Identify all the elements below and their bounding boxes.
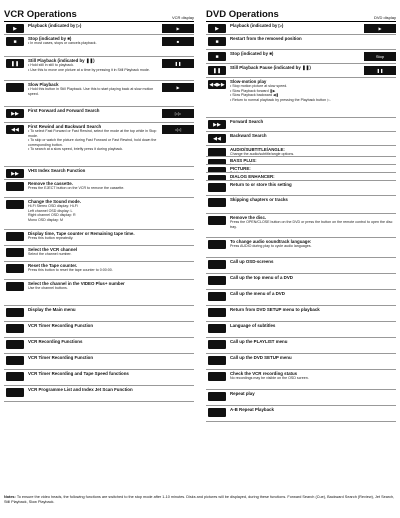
vcr-row — [4, 81, 194, 107]
vcr-row-label: VCR Programme List and Index Jet Scan Function — [28, 387, 133, 392]
dvd-row-description: Press the OPEN/CLOSE button on the DVD or press the button on the remote control to open the disc tray. — [230, 220, 393, 229]
vcr-row — [4, 338, 194, 354]
vcr-row-label: Select the VCR channel — [28, 247, 78, 252]
display-indicator: ▶ — [162, 24, 194, 33]
dvd-key-cell — [206, 158, 228, 165]
vcr-row-body — [26, 387, 194, 392]
display-indicator: ■ — [162, 37, 194, 46]
dvd-key-cell — [206, 407, 228, 417]
vcr-key-cell — [4, 36, 26, 46]
dvd-row-label: Slow-motion play — [230, 79, 267, 84]
dvd-row-body — [228, 339, 396, 344]
vcr-row-body — [26, 181, 194, 191]
vcr-row-description: • To select Fast Forward or Fast Rewind, select the mode at the top while in Stop mode. • To skip or watch the picture during Fast Forward or Fast Rewind, hold down the corresponding button. • To search at a slow speed, briefly press it during playback. — [28, 129, 157, 152]
vcr-row-body — [26, 108, 160, 113]
dvd-row-body — [228, 291, 396, 296]
dvd-row — [206, 390, 396, 406]
dvd-row — [206, 132, 396, 146]
display-indicator: ❚❚ — [364, 66, 396, 75]
vcr-row-label: Remove the cassette. — [28, 181, 73, 186]
vcr-key-cell — [4, 124, 26, 134]
dvd-row — [206, 173, 396, 181]
vcr-key-cell — [4, 23, 26, 33]
vcr-key-cell — [4, 355, 26, 365]
dvd-key-cell — [206, 119, 228, 129]
vcr-row — [4, 230, 194, 246]
remote-key-icon[interactable] — [208, 148, 226, 157]
vcr-row-label: First Forward and Forward Search — [28, 108, 100, 113]
dvd-row-body — [228, 215, 396, 229]
dvd-key-cell — [206, 51, 228, 61]
remote-key-icon[interactable] — [6, 372, 24, 381]
dvd-row-label: Skipping chapters or tracks — [230, 197, 288, 202]
dvd-row-description: Press AUDIO during play to cycle audio languages. — [230, 244, 312, 249]
vcr-row-body — [26, 58, 160, 72]
dvd-row-body — [228, 79, 396, 102]
dvd-row — [206, 22, 396, 35]
vcr-display-cell — [160, 82, 194, 92]
remote-key-icon[interactable]: ▶ — [6, 24, 24, 33]
vcr-row-body — [26, 263, 194, 273]
remote-key-icon[interactable]: ▶▶ — [6, 169, 24, 178]
dvd-row-label: PICTURE: — [230, 166, 251, 171]
dvd-row-body — [228, 147, 396, 157]
vcr-row-description: Use the channel buttons. — [28, 286, 68, 291]
dvd-row — [206, 306, 396, 322]
dvd-key-cell — [206, 391, 228, 401]
vcr-row-label: Select the channel in the VIDEO Plus+ number — [28, 281, 125, 286]
vcr-display-cell — [160, 124, 194, 134]
dvd-row-body — [228, 51, 362, 56]
dvd-column — [206, 6, 396, 422]
dvd-key-cell — [206, 371, 228, 381]
vcr-key-cell — [4, 281, 26, 291]
vcr-row-label: Playback (indicated by ▷) — [28, 23, 82, 28]
remote-key-icon[interactable]: ◀◀ — [6, 125, 24, 134]
dvd-key-cell — [206, 275, 228, 285]
vcr-display-cell — [160, 108, 194, 118]
dvd-row-body — [228, 307, 396, 312]
dvd-row — [206, 406, 396, 422]
dvd-row-label: Still Playback Pause (indicated by ❚❚) — [230, 65, 311, 70]
vcr-row — [4, 262, 194, 280]
remote-key-icon[interactable] — [208, 392, 226, 401]
dvd-row — [206, 274, 396, 290]
vcr-row — [4, 35, 194, 57]
dvd-row-label: Backward Search — [230, 133, 267, 138]
dvd-key-cell — [206, 197, 228, 207]
vcr-row-body — [26, 168, 194, 173]
vcr-row — [4, 280, 194, 306]
dvd-row — [206, 146, 396, 157]
dvd-key-cell — [206, 291, 228, 301]
remote-key-icon[interactable] — [208, 198, 226, 207]
vcr-row-label: VCR Recording Functions — [28, 339, 83, 344]
dvd-row-label: Check the VCR recording status — [230, 371, 298, 376]
dvd-key-cell — [206, 182, 228, 192]
vcr-row — [4, 386, 194, 402]
dvd-row-description: • Stop motion picture at slow speed. • Slow Playback forward ❚▶ • Slow Playback backward ◀❚ • Return to normal playback by pressing the Playback button ▷. — [230, 84, 331, 102]
dvd-key-cell — [206, 36, 228, 46]
dvd-row-body — [228, 23, 362, 28]
dvd-row-body — [228, 65, 362, 70]
remote-key-icon[interactable] — [208, 216, 226, 225]
dvd-display-label: DVD display — [373, 15, 396, 20]
vcr-row-body — [26, 247, 194, 257]
notes-text: To ensure the video heads, the following functions are switched to the stop mode after 1-10 minutes. Disks and pictures will be displayed, during these functions. Forward Search (Cue), Backward Search (Review), Jet Search, Still Playback, Slow Playback. — [4, 495, 395, 504]
display-indicator: ◁◁ — [162, 125, 194, 134]
vcr-display-cell — [160, 36, 194, 46]
dvd-row-label: Stop (indicated by ■) — [230, 51, 274, 56]
remote-key-icon[interactable]: ◀◀▶▶ — [209, 81, 225, 88]
dvd-row-label: Remove the disc. — [230, 215, 267, 220]
vcr-row — [4, 57, 194, 81]
vcr-key-cell — [4, 247, 26, 257]
display-indicator: ❚❚ — [162, 59, 194, 68]
vcr-row-label: Stop (indicated by ■) — [28, 36, 72, 41]
vcr-row-body — [26, 199, 194, 222]
dvd-row — [206, 354, 396, 370]
vcr-display-cell — [160, 58, 194, 68]
dvd-row — [206, 181, 396, 196]
remote-key-icon[interactable] — [208, 292, 226, 301]
vcr-rows — [4, 22, 194, 402]
remote-key-icon[interactable] — [6, 340, 24, 349]
vcr-row-body — [26, 355, 194, 360]
vcr-row — [4, 123, 194, 167]
vcr-key-cell — [4, 307, 26, 317]
dvd-row-body — [228, 371, 396, 381]
dvd-row-label: BASS PLUS: — [230, 158, 257, 163]
remote-key-icon[interactable] — [208, 408, 226, 417]
remote-key-icon[interactable]: ▶▶ — [6, 109, 24, 118]
vcr-row-label: Reset the Tape counter. — [28, 263, 78, 268]
vcr-key-cell — [4, 387, 26, 397]
dvd-header — [206, 6, 396, 22]
dvd-row-body — [228, 174, 396, 181]
vcr-header — [4, 6, 194, 22]
dvd-row-label: Language of subtitles — [230, 323, 276, 328]
dvd-row-label: Repeat play — [230, 391, 255, 396]
remote-key-icon[interactable] — [208, 340, 226, 349]
vcr-key-cell — [4, 82, 26, 92]
dvd-row-description: No recordings may be visible on the OSD screen. — [230, 376, 309, 381]
dvd-key-cell — [206, 307, 228, 317]
dvd-key-cell — [206, 65, 228, 75]
dvd-row — [206, 338, 396, 354]
dvd-row-body — [228, 36, 396, 41]
remote-key-icon[interactable] — [6, 356, 24, 365]
remote-key-icon[interactable]: ❚❚ — [6, 59, 24, 68]
dvd-row-body — [228, 166, 396, 173]
vcr-key-cell — [4, 263, 26, 273]
dvd-key-cell — [206, 259, 228, 269]
remote-key-icon[interactable] — [6, 200, 24, 209]
dvd-row-label: Call up the DVD SETUP menu — [230, 355, 292, 360]
remote-key-icon[interactable]: ❚❚ — [208, 66, 226, 75]
remote-key-icon[interactable] — [6, 388, 24, 397]
vcr-key-cell — [4, 339, 26, 349]
vcr-row-label: Slow Playback — [28, 82, 59, 87]
vcr-row-body — [26, 231, 194, 241]
dvd-row — [206, 322, 396, 338]
vcr-row — [4, 306, 194, 322]
dvd-row — [206, 165, 396, 173]
vcr-key-cell — [4, 231, 26, 241]
vcr-row-body — [26, 82, 160, 96]
vcr-row — [4, 370, 194, 386]
vcr-key-cell — [4, 199, 26, 209]
dvd-row — [206, 258, 396, 274]
remote-key-icon[interactable] — [208, 240, 226, 249]
dvd-row — [206, 238, 396, 258]
vcr-row-body — [26, 307, 194, 312]
dvd-rows — [206, 22, 396, 422]
vcr-key-cell — [4, 371, 26, 381]
dvd-key-cell — [206, 166, 228, 173]
dvd-row-label: AUDIO/SUBTITLE/ANGLE: — [230, 147, 285, 152]
dvd-row-body — [228, 407, 396, 412]
vcr-row — [4, 354, 194, 370]
dvd-row-body — [228, 239, 396, 249]
vcr-row-body — [26, 339, 194, 344]
vcr-key-cell — [4, 181, 26, 191]
vcr-row — [4, 107, 194, 123]
remote-key-icon[interactable] — [208, 324, 226, 333]
dvd-key-cell — [206, 23, 228, 33]
dvd-key-cell — [206, 174, 228, 181]
vcr-row — [4, 22, 194, 35]
remote-key-icon[interactable] — [208, 260, 226, 269]
vcr-row-body — [26, 36, 160, 46]
vcr-row-description: • Hold still in still to playback. • Use this to move one picture at a time by pressing it in Still Playback mode. — [28, 63, 150, 72]
remote-key-icon[interactable] — [6, 248, 24, 257]
remote-key-icon[interactable] — [6, 324, 24, 333]
vcr-row-description: Hi-Fi Stereo OSD display: Hi-Fi Left channel OSD display: L Right channel OSD display: R Mono OSD display: M — [28, 204, 78, 222]
remote-key-icon[interactable]: ■ — [6, 37, 24, 46]
dvd-row-label: To change audio soundtrack language: — [230, 239, 312, 244]
vcr-row — [4, 198, 194, 230]
remote-key-icon[interactable] — [208, 183, 226, 192]
dvd-key-cell — [206, 355, 228, 365]
dvd-row-label: Restart from the removed position — [230, 36, 302, 41]
vcr-row-label: Still Playback (indicated by ❚❚) — [28, 58, 95, 63]
vcr-row-description: Press this button to reset the tape counter to 0:00:00. — [28, 268, 113, 273]
dvd-row-label: Return to or store this setting — [230, 182, 292, 187]
dvd-key-cell — [206, 339, 228, 349]
dvd-row — [206, 157, 396, 165]
vcr-column — [4, 6, 194, 402]
notes-label: Notes: — [4, 495, 16, 499]
vcr-row-label: VCR Timer Recording and Tape Speed functions — [28, 371, 129, 376]
dvd-row-label: Call up the menu of a DVD — [230, 291, 285, 296]
remote-key-icon[interactable] — [208, 308, 226, 317]
dvd-title: DVD Operations — [206, 9, 279, 20]
dvd-row — [206, 78, 396, 118]
vcr-key-cell — [4, 168, 26, 178]
vcr-title: VCR Operations — [4, 9, 77, 20]
remote-key-icon[interactable] — [208, 372, 226, 381]
vcr-row-label: Change the Sound mode. — [28, 199, 81, 204]
display-indicator: ▶ — [162, 83, 194, 92]
vcr-row — [4, 322, 194, 338]
remote-key-icon[interactable] — [6, 308, 24, 317]
dvd-key-cell — [206, 239, 228, 249]
dvd-row — [206, 64, 396, 78]
dvd-row-body — [228, 355, 396, 360]
vcr-key-cell — [4, 58, 26, 68]
remote-key-icon[interactable]: ◀◀ — [208, 134, 226, 143]
notes — [4, 495, 396, 504]
dvd-row-body — [228, 275, 396, 280]
vcr-row-label: Display time, Tape counter or Remaining tape time. — [28, 231, 135, 236]
dvd-display-cell — [362, 51, 396, 61]
display-indicator: ▶ — [364, 24, 396, 33]
dvd-row-label: Call up the PLAYLIST menu — [230, 339, 288, 344]
dvd-row — [206, 290, 396, 306]
dvd-row-body — [228, 323, 396, 328]
dvd-row-body — [228, 197, 396, 202]
remote-key-icon[interactable]: ■ — [208, 52, 226, 61]
dvd-row — [206, 118, 396, 132]
dvd-row-description: Change the audio/subtitle/angle options. — [230, 152, 295, 157]
remote-key-icon[interactable]: ▶▶ — [208, 120, 226, 129]
vcr-row — [4, 180, 194, 198]
vcr-row-description: • Hold this button in Still Playback. Use this to start playing back at slow motion speed. — [28, 87, 154, 96]
vcr-row-label: Display the Main menu — [28, 307, 76, 312]
dvd-row-body — [228, 182, 396, 187]
vcr-row-body — [26, 323, 194, 328]
remote-key-icon[interactable] — [6, 182, 24, 191]
dvd-row-body — [228, 391, 396, 396]
remote-key-icon[interactable]: ▶ — [208, 24, 226, 33]
vcr-row-label: VCR Timer Recording Function — [28, 323, 94, 328]
dvd-display-cell — [362, 65, 396, 75]
dvd-row-label: Call up the top menu of a DVD — [230, 275, 293, 280]
remote-key-icon[interactable] — [6, 282, 24, 291]
dvd-row — [206, 196, 396, 214]
dvd-key-cell — [206, 215, 228, 225]
vcr-row-description: Press this button repeatedly. — [28, 236, 74, 241]
dvd-row-body — [228, 119, 396, 124]
dvd-row-label: Return from DVD SETUP menu to playback — [230, 307, 320, 312]
vcr-row-body — [26, 371, 194, 376]
vcr-display-cell — [160, 23, 194, 33]
dvd-key-cell — [206, 323, 228, 333]
dvd-row-body — [228, 133, 396, 138]
dvd-display-cell — [362, 23, 396, 33]
dvd-row-body — [228, 158, 396, 165]
vcr-key-cell — [4, 323, 26, 333]
remote-key-icon[interactable] — [6, 264, 24, 273]
dvd-row-label: Playback (indicated by ▷) — [230, 23, 284, 28]
dvd-row — [206, 370, 396, 390]
vcr-key-cell — [4, 108, 26, 118]
dvd-key-cell — [206, 147, 228, 157]
vcr-row — [4, 167, 194, 180]
vcr-row-label: First Rewind and Backward Search — [28, 124, 102, 129]
dvd-row-label: Call up OSD-screens — [230, 259, 274, 264]
vcr-row-description: Select the channel number. — [28, 252, 72, 257]
dvd-row-body — [228, 259, 396, 264]
vcr-row-label: VCR Timer Recording Function — [28, 355, 94, 360]
vcr-row — [4, 246, 194, 262]
vcr-row-body — [26, 281, 194, 291]
remote-key-icon[interactable] — [208, 356, 226, 365]
dvd-key-cell — [206, 133, 228, 143]
display-indicator: ▷▷ — [162, 109, 194, 118]
remote-key-icon[interactable]: ■ — [208, 37, 226, 46]
vcr-row-description: Press the EJECT button on the VCR to remove the cassette. — [28, 186, 125, 191]
dvd-row-label: Forward Search — [230, 119, 264, 124]
dvd-row-label: DIALOG ENHANCER: — [230, 174, 275, 179]
dvd-row-label: A-B Repeat Playback — [230, 407, 274, 412]
display-indicator: Stop — [364, 52, 396, 61]
vcr-row-body — [26, 124, 160, 151]
dvd-key-cell — [206, 79, 228, 89]
vcr-row-body — [26, 23, 160, 28]
remote-key-icon[interactable] — [6, 83, 24, 92]
vcr-row-label: VHS Index Search Function — [28, 168, 86, 173]
vcr-display-label: VCR display — [171, 15, 194, 20]
dvd-row — [206, 50, 396, 64]
dvd-row — [206, 214, 396, 238]
dvd-row — [206, 35, 396, 50]
remote-key-icon[interactable] — [6, 232, 24, 241]
remote-key-icon[interactable] — [208, 276, 226, 285]
vcr-row-description: • In most cases, stops or cancels playback. — [28, 41, 97, 46]
